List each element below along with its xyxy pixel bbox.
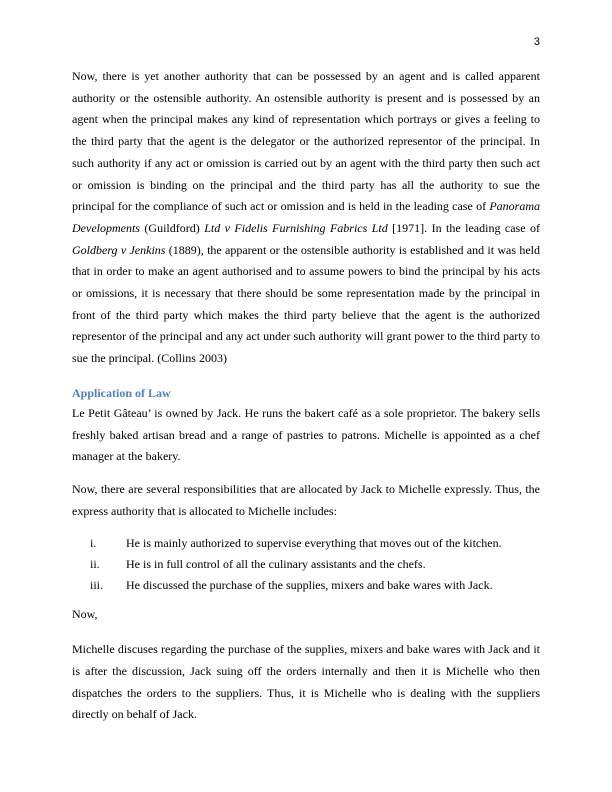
paragraph-express-authority: Now, there are several responsibilities that are allocated by Jack to Michelle expressly. Thus, the express authority that is allocated to Michelle includes:: [72, 481, 540, 518]
para1-text-4: (1889), the apparent or the ostensible authority is established and it was held that in order to make an agent authorised and to assume powers to bind the principal by his acts or omissions, it is necessary that there should be some representation made by the principal in front of the third party which makes the third party believe that the agent is the authorized representor of the principal and any act under such authority will grant power to the third party to sue the principal. (Collins 2003): [72, 242, 540, 366]
list-item: [72, 554, 540, 575]
paragraph-bakery-intro: Le Petit Gâteau’ is owned by Jack. He runs the bakert café as a sole proprietor. The bakery sells freshly baked artisan bread and a range of pastries to patrons. Michelle is appointed as a chef manager at the bakery.: [72, 405, 540, 464]
para1-text-1: Now, there is yet another authority that can be possessed by an agent and is called apparent authority or the ostensible authority. An ostensible authority is present and is possessed by an agent when the principal makes any kind of representation which portrays or gives a feeling to the third party that the agent is the delegator or the authorized representor of the principal. In such authority if any act or omission is carried out by an agent with the third party then such act or omission is binding on the principal and the third party has all the authority to sue the principal for the compliance of such act or omission and is held in the leading case of: [72, 69, 540, 214]
para1-text-3: [1971]. In the leading case of: [387, 220, 540, 235]
list-item-text: He discussed the purchase of the supplies, mixers and bake wares with Jack.: [126, 577, 493, 592]
paragraph-apparent-authority: [72, 66, 540, 370]
case-name-goldberg: Goldberg v Jenkins: [72, 242, 166, 257]
case-name-fidelis: Ltd v Fidelis Furnishing Fabrics Ltd: [204, 220, 388, 235]
case-name-panorama: Panorama Developments: [72, 199, 540, 235]
paragraph-supplier-dealing: Michelle discuses regarding the purchase of the supplies, mixers and bake wares with Jack and it is after the discussion, Jack suing off the orders internally and then it is Michelle who then dispatches the orders to the suppliers. Thus, it is Michelle who is dealing with the suppliers directly on behalf of Jack.: [72, 642, 540, 722]
paragraph-now: Now,: [72, 607, 98, 622]
list-item: [72, 575, 540, 596]
section-heading-application-of-law: Application of Law: [72, 385, 171, 400]
list-item: [72, 533, 540, 554]
document-body: [72, 66, 540, 726]
list-item-number: i.: [90, 536, 97, 551]
list-item-text: He is in full control of all the culinary assistants and the chefs.: [126, 557, 426, 572]
list-item-number: iii.: [90, 577, 104, 592]
para1-text-2: (Guildford): [139, 220, 205, 235]
express-authority-list: [72, 533, 540, 595]
page-number: 3: [533, 36, 540, 48]
list-item-number: ii.: [90, 557, 100, 572]
list-item-text: He is mainly authorized to supervise everything that moves out of the kitchen.: [126, 536, 502, 551]
